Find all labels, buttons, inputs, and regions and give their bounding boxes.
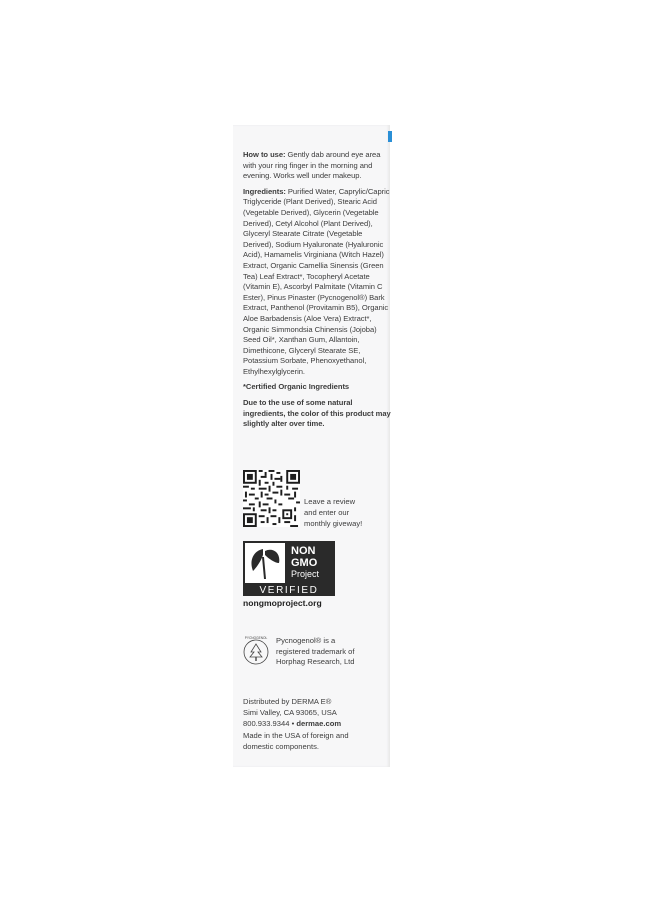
pycnogenol-line-2: registered trademark of	[276, 646, 355, 656]
distributor-line-4: Made in the USA of foreign and	[243, 730, 349, 740]
qr-code[interactable]	[243, 470, 300, 527]
review-line-2: and enter our	[304, 508, 350, 517]
how-to-use-text: Gently dab around eye area with your ring finger in the morning and evening. Works well under makeup.	[243, 150, 381, 181]
label-text-column	[243, 150, 391, 430]
distributor-info	[243, 696, 391, 752]
distributor-line-1: Distributed by DERMA E®	[243, 697, 332, 706]
distributor-line-2: Simi Valley, CA 93065, USA	[243, 708, 337, 718]
how-to-use-label: How to use:	[243, 150, 286, 159]
distributor-separator: •	[289, 719, 297, 729]
review-giveaway-text	[304, 496, 392, 529]
distributor-phone: 800.933.9344	[243, 719, 290, 729]
review-line-3: monthly giveway!	[304, 519, 363, 528]
distributor-website[interactable]: dermae.com	[296, 719, 342, 729]
non-gmo-project: Project	[291, 569, 320, 579]
pycnogenol-trademark	[276, 636, 394, 668]
review-line-1: Leave a review	[304, 497, 356, 506]
non-gmo-url: nongmoproject.org	[243, 598, 322, 608]
distributor-contact	[243, 718, 391, 729]
certified-organic-note: *Certified Organic Ingredients	[243, 382, 350, 392]
non-gmo-verified: VERIFIED	[259, 585, 319, 596]
how-to-use	[243, 150, 391, 182]
ingredients-text: Purified Water, Caprylic/Capric Triglyceride (Plant Derived), Stearic Acid (Vegetable Derived), Glycerin (Vegetable Derived), Cetyl Alcohol (Plant Derived), Glyceryl Stearate Citrate (Vegetable Derived), Sodium Hyaluronate (Hyaluronic Acid), Hamamelis Virginiana (Witch Hazel) Extract, Organic Camellia Sinensis (Green Tea) Leaf Extract*, Tocopheryl Acetate (Vitamin E), Ascorbyl Palmitate (Vitamin C Ester), Pinus Pinaster (Pycnogenol®) Bark Extract, Panthenol (Provitamin B5), Organic Aloe Barbadensis (Aloe Vera) Extract*, Organic Simmondsia Chinensis (Jojoba) Seed Oil*, Xanthan Gum, Allantoin, Dimethicone, Glyceryl Stearate SE, Potassium Sorbate, Phenoxyethanol, Ethylhexylglycerin.	[243, 186, 390, 376]
pycnogenol-tree-icon	[238, 633, 274, 669]
ingredients	[243, 187, 391, 378]
ingredients-label: Ingredients:	[243, 186, 286, 196]
pycnogenol-logo-text: PYCNOGENOL	[244, 636, 268, 640]
distributor-line-5: domestic components.	[243, 741, 319, 751]
natural-ingredients-warning: Due to the use of some natural ingredients, the color of this product may slightly alter over time.	[243, 398, 391, 429]
pycnogenol-line-3: Horphag Research, Ltd	[276, 657, 355, 666]
non-gmo-verified-logo	[243, 541, 335, 596]
non-gmo-gmo: GMO	[291, 557, 318, 569]
blue-accent-edge	[388, 131, 392, 142]
non-gmo-non: NON	[291, 545, 316, 557]
pycnogenol-line-1: Pycnogenol® is a	[276, 636, 336, 645]
